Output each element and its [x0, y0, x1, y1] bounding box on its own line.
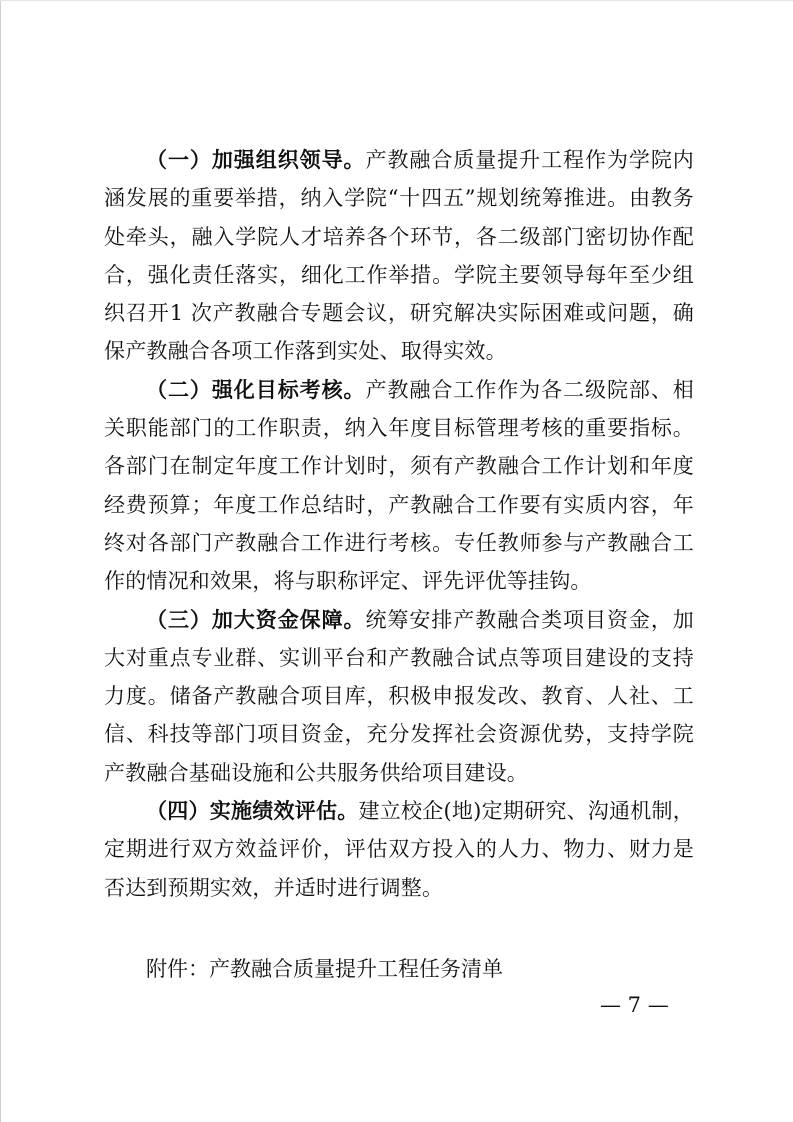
section-3-paragraph — [104, 601, 694, 792]
section-2-heading: （二）强化目标考核。 — [146, 377, 366, 402]
section-2-paragraph — [104, 371, 694, 601]
section-1-heading: （一）加强组织领导。 — [146, 148, 366, 172]
attachment-note: 附件：产教融合质量提升工程任务清单 — [146, 957, 503, 981]
section-4-heading: （四）实施绩效评估。 — [146, 799, 359, 824]
section-3-body: 统筹安排产教融合类项目资金，加大对重点专业群、实训平台和产教融合试点等项目建设的支持力度。储备产教融合项目库，积极申报发改、教育、人社、工信、科技等部门项目资金，充分发挥社会资源优势，支持学院产教融合基础设施和公共服务供给项目建设。 — [104, 607, 694, 785]
page-border-top — [0, 0, 793, 1]
page-number: — 7 — — [600, 993, 669, 1017]
document-body — [104, 141, 694, 907]
section-1-paragraph — [104, 141, 694, 371]
section-2-body: 产教融合工作作为各二级院部、相关职能部门的工作职责，纳入年度目标管理考核的重要指标。各部门在制定年度工作计划时，须有产教融合工作计划和年度经费预算；年度工作总结时，产教融合工作要有实质内容，年终对各部门产教融合工作进行考核。专任教师参与产教融合工作的情况和效果，将与职称评定、评先评优等挂钩。 — [104, 377, 694, 594]
section-4-body: 建立校企(地)定期研究、沟通机制，定期进行双方效益评价，评估双方投入的人力、物力、财力是否达到预期实效，并适时进行调整。 — [104, 799, 694, 900]
section-1-body: 产教融合质量提升工程作为学院内涵发展的重要举措，纳入学院“十四五”规划统筹推进。由教务处牵头，融入学院人才培养各个环节，各二级部门密切协作配合，强化责任落实，细化工作举措。学院主要领导每年至少组织召开1 次产教融合专题会议，研究解决实际困难或问题，确保产教融合各项工作落到实处、取得实效。 — [104, 148, 694, 364]
section-4-paragraph — [104, 792, 694, 907]
section-3-heading: （三）加大资金保障。 — [146, 607, 366, 632]
page-border-left — [0, 0, 1, 1122]
